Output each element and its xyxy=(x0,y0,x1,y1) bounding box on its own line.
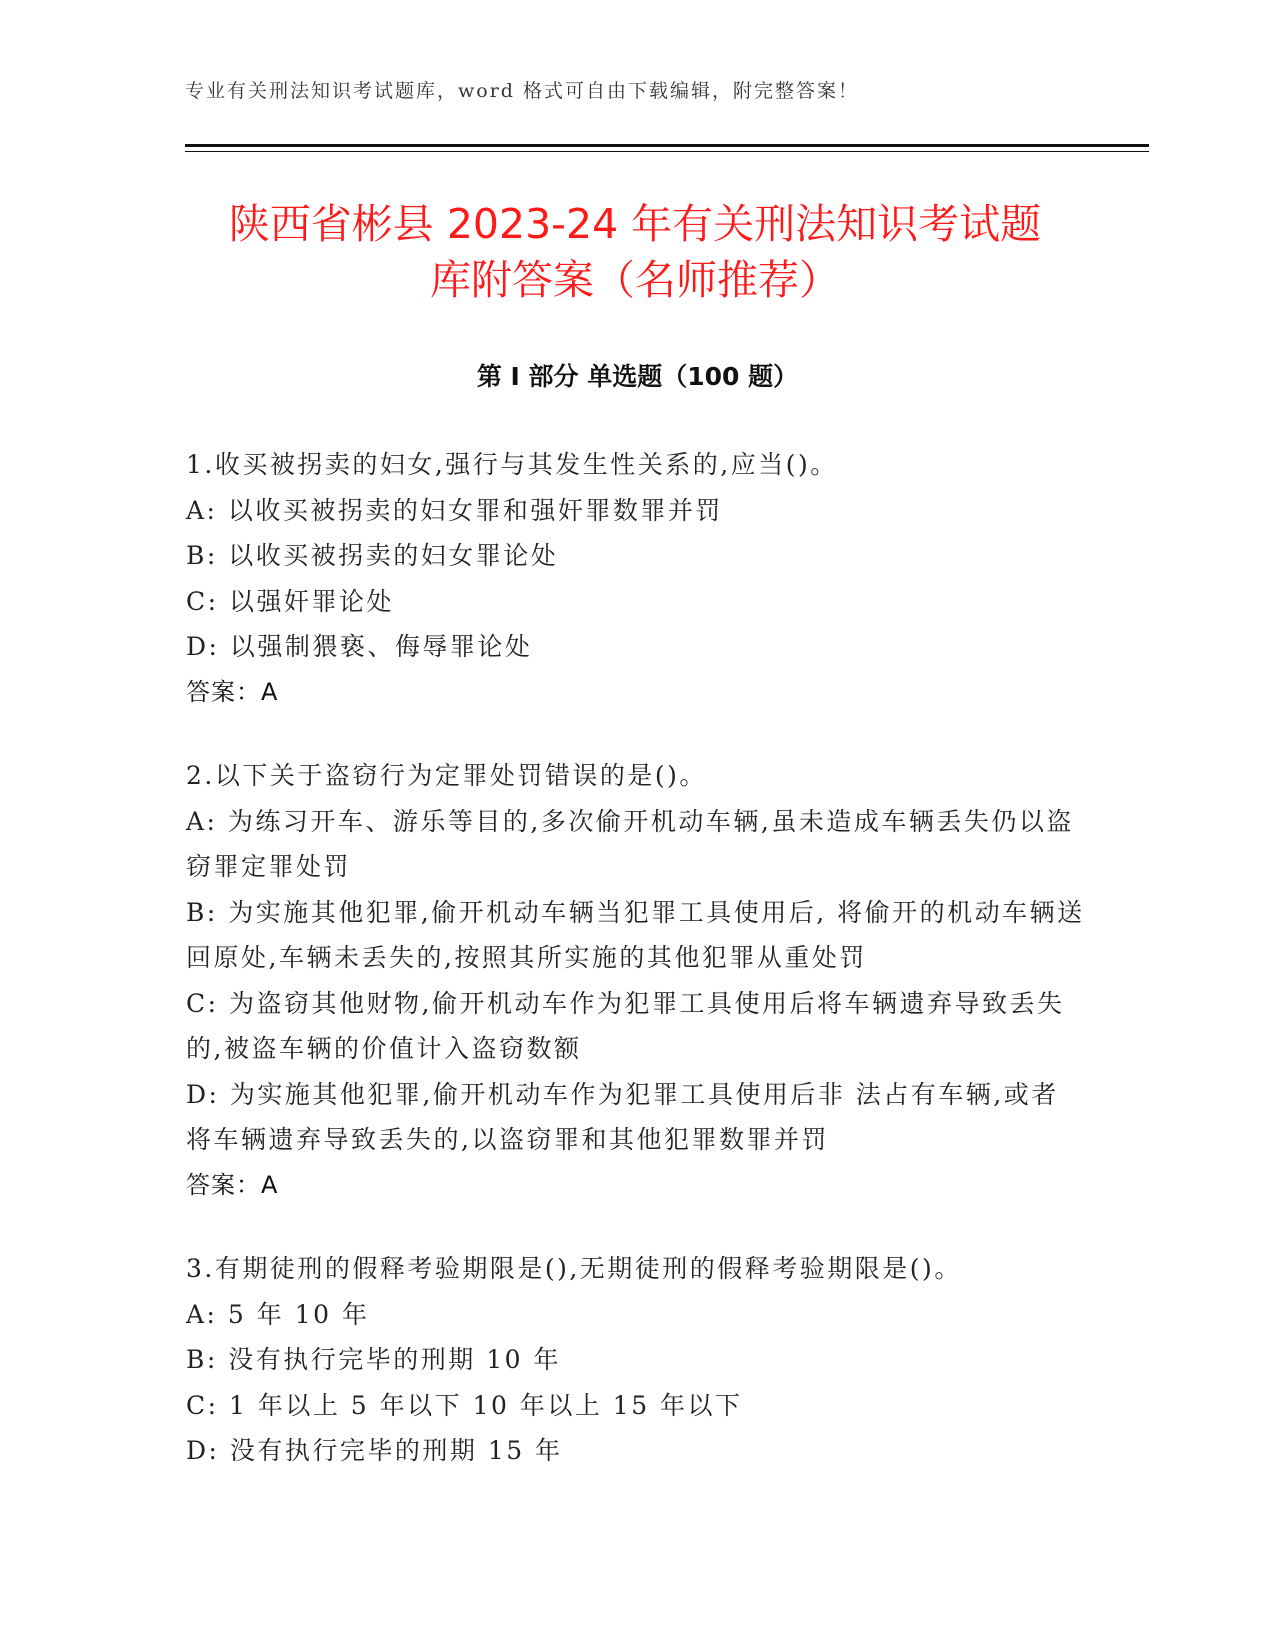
option-b: B: 为实施其他犯罪,偷开机动车辆当犯罪工具使用后, 将偷开的机动车辆送回原处,车辆未丢失的,按照其所实施的其他犯罪从重处罚 xyxy=(186,897,1085,972)
question-list xyxy=(186,442,1086,1512)
option-d: D: 以强制猥亵、侮辱罪论处 xyxy=(186,632,533,661)
option-b: B: 以收买被拐卖的妇女罪论处 xyxy=(186,541,559,570)
answer: 答案：A xyxy=(186,677,279,706)
option-a: A: 为练习开车、游乐等目的,多次偷开机动车辆,虽未造成车辆丢失仍以盗窃罪定罪处罚 xyxy=(186,806,1074,881)
option-b: B: 没有执行完毕的刑期 10 年 xyxy=(186,1345,561,1374)
question-stem: 1.收买被拐卖的妇女,强行与其发生性关系的,应当()。 xyxy=(186,450,838,479)
question-stem: 3.有期徒刑的假释考验期限是(),无期徒刑的假释考验期限是()。 xyxy=(186,1254,962,1283)
option-c: C: 为盗窃其他财物,偷开机动车作为犯罪工具使用后将车辆遗弃导致丢失的,被盗车辆的价值计入盗窃数额 xyxy=(186,988,1065,1063)
section-heading: 第 I 部分 单选题（100 题） xyxy=(476,362,799,391)
option-d: D: 没有执行完毕的刑期 15 年 xyxy=(186,1436,563,1465)
option-d: D: 为实施其他犯罪,偷开机动车作为犯罪工具使用后非 法占有车辆,或者将车辆遗弃导致丢失的,以盗窃罪和其他犯罪数罪并罚 xyxy=(186,1079,1059,1154)
question-1 xyxy=(186,442,1086,715)
option-c: C: 以强奸罪论处 xyxy=(186,586,394,616)
title-line-2: 库附答案（名师推荐） xyxy=(430,256,840,304)
header-rule-thin xyxy=(185,151,1149,152)
title-line-1: 陕西省彬县 2023-24 年有关刑法知识考试题 xyxy=(228,200,1042,248)
document-title xyxy=(160,196,1110,308)
option-c: C: 1 年以上 5 年以下 10 年以上 15 年以下 xyxy=(186,1390,743,1420)
option-a: A: 以收买被拐卖的妇女罪和强奸罪数罪并罚 xyxy=(186,495,723,525)
header-rule-thick xyxy=(185,144,1149,147)
header-note: 专业有关刑法知识考试题库，word 格式可自由下载编辑，附完整答案！ xyxy=(185,80,859,102)
question-2 xyxy=(186,753,1086,1208)
option-a: A: 5 年 10 年 xyxy=(186,1299,370,1329)
question-3 xyxy=(186,1246,1086,1474)
question-stem: 2.以下关于盗窃行为定罪处罚错误的是()。 xyxy=(186,761,707,790)
answer: 答案：A xyxy=(186,1170,279,1199)
